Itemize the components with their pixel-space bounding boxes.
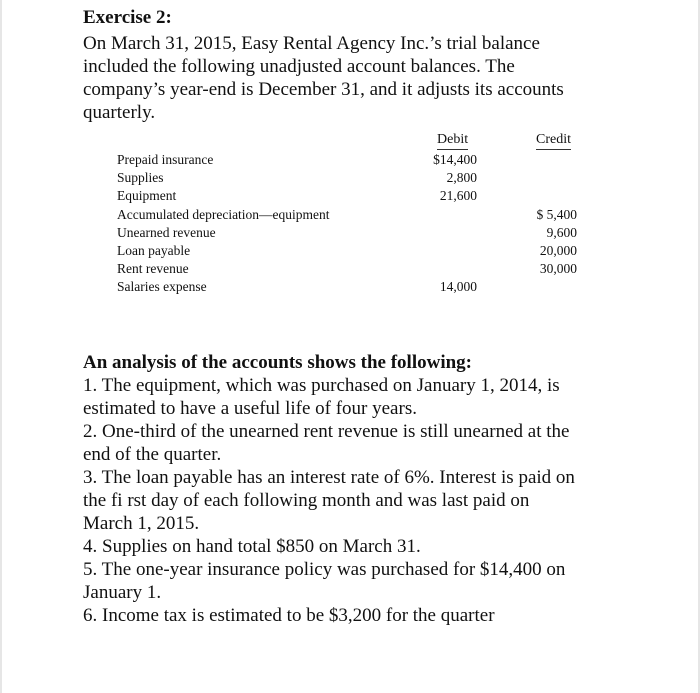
exercise-intro: [83, 32, 623, 124]
intro-line: On March 31, 2015, Easy Rental Agency Inc.’s trial balance: [83, 33, 540, 54]
account-name: Rent revenue: [117, 261, 189, 277]
table-row: [117, 187, 587, 205]
account-name: Accumulated depreciation—equipment: [117, 206, 330, 222]
table-row: [117, 151, 587, 169]
analysis-line: 6. Income tax is estimated to be $3,200 for the quarter: [83, 605, 495, 626]
left-margin-rule: [0, 0, 2, 693]
account-name: Equipment: [117, 188, 177, 204]
analysis-line: 2. One-third of the unearned rent revenue is still unearned at the: [83, 421, 570, 442]
account-name: Loan payable: [117, 242, 191, 258]
table-row: [117, 260, 587, 278]
account-name: Prepaid insurance: [117, 152, 214, 167]
credit-amount: $ 5,400: [536, 206, 577, 222]
analysis-line: 3. The loan payable has an interest rate of 6%. Interest is paid on: [83, 467, 575, 488]
account-name: Supplies: [117, 170, 164, 186]
analysis-heading: An analysis of the accounts shows the following:: [83, 352, 473, 373]
intro-line: included the following unadjusted account balances. The: [83, 56, 515, 77]
debit-amount: 14,000: [439, 279, 477, 295]
table-row: [117, 169, 587, 187]
debit-amount: 2,800: [446, 170, 477, 186]
debit-column-header: Debit: [437, 131, 468, 150]
intro-line: quarterly.: [83, 102, 156, 123]
account-name: Unearned revenue: [117, 224, 216, 240]
intro-line: company’s year-end is December 31, and it adjusts its accounts: [83, 79, 564, 100]
debit-amount: $14,400: [433, 152, 477, 167]
credit-column-header: Credit: [536, 131, 571, 150]
table-row: [117, 242, 587, 260]
debit-amount: 21,600: [439, 188, 477, 204]
analysis-line: 4. Supplies on hand total $850 on March 31.: [83, 536, 421, 557]
analysis-line: 1. The equipment, which was purchased on January 1, 2014, is: [83, 375, 560, 396]
analysis-list: [83, 374, 643, 627]
analysis-line: January 1.: [83, 582, 162, 603]
exercise-title: Exercise 2:: [83, 7, 172, 28]
account-name: Salaries expense: [117, 279, 207, 295]
analysis-line: 5. The one-year insurance policy was purchased for $14,400 on: [83, 559, 566, 580]
analysis-line: end of the quarter.: [83, 444, 222, 465]
analysis-line: estimated to have a useful life of four years.: [83, 398, 417, 419]
credit-amount: 20,000: [539, 242, 577, 258]
table-row: [117, 224, 587, 242]
credit-amount: 9,600: [546, 224, 577, 240]
table-row: [117, 206, 587, 224]
credit-amount: 30,000: [539, 261, 577, 277]
analysis-line: March 1, 2015.: [83, 513, 200, 534]
analysis-line: the fi rst day of each following month and was last paid on: [83, 490, 530, 511]
trial-balance-table: [117, 151, 587, 297]
table-row: [117, 278, 587, 296]
